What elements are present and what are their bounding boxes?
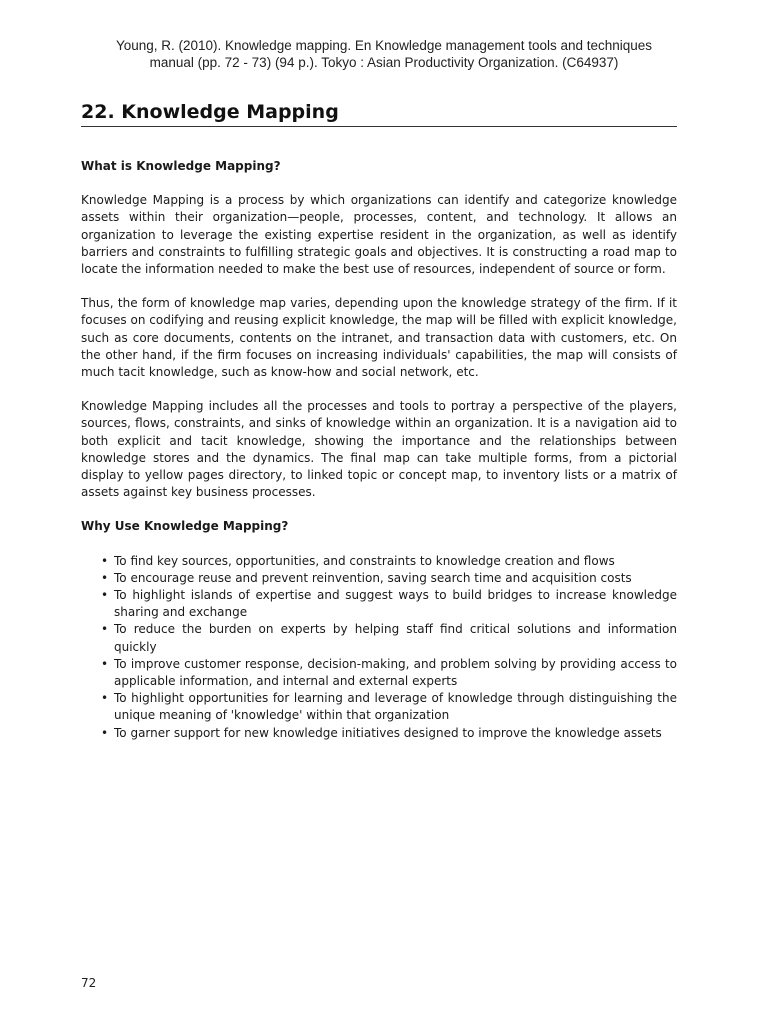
list-item: • To highlight opportunities for learning and leverage of knowledge through distinguishing the unique meaning of 'knowledge' within that organization <box>101 690 677 724</box>
citation-header: Young, R. (2010). Knowledge mapping. En Knowledge management tools and techniques manual (pp. 72 - 73) (94 p.). Tokyo : Asian Productivity Organization. (C64937) <box>115 38 653 70</box>
section-heading: Why Use Knowledge Mapping? <box>81 519 289 534</box>
paragraph: Thus, the form of knowledge map varies, depending upon the knowledge strategy of the firm. If it focuses on codifying and reusing explicit knowledge, the map will be filled with explicit knowledge, such as core documents, contents on the intranet, and transaction data with customers, etc. On the other hand, if the firm focuses on increasing individuals' capabilities, the map will consists of much tacit knowledge, such as know-how and social network, etc. <box>81 296 677 380</box>
title-rule <box>81 126 677 127</box>
chapter-title: 22. Knowledge Mapping <box>81 101 339 123</box>
list-item: • To highlight islands of expertise and suggest ways to build bridges to increase knowledge sharing and exchange <box>101 587 677 621</box>
paragraph: Knowledge Mapping is a process by which organizations can identify and categorize knowledge assets within their organization—people, processes, content, and technology. It allows an organization to leverage the existing expertise resident in the organization, as well as identify barriers and constraints to fulfilling strategic goals and objectives. It is constructing a road map to locate the information needed to make the best use of resources, independent of source or form. <box>81 193 677 277</box>
list-item: • To encourage reuse and prevent reinvention, saving search time and acquisition costs <box>101 570 677 587</box>
list-item: • To reduce the burden on experts by helping staff find critical solutions and information quickly <box>101 621 677 655</box>
list-item: • To find key sources, opportunities, and constraints to knowledge creation and flows <box>101 553 677 570</box>
page-body <box>81 158 677 742</box>
list-item: • To improve customer response, decision-making, and problem solving by providing access to applicable information, and internal and external experts <box>101 656 677 690</box>
bullet-list <box>81 553 677 742</box>
page-number: 72 <box>81 976 97 990</box>
list-item: • To garner support for new knowledge initiatives designed to improve the knowledge assets <box>101 725 677 742</box>
section-why-use <box>81 518 677 741</box>
section-heading: What is Knowledge Mapping? <box>81 159 281 173</box>
section-what-is <box>81 158 677 501</box>
paragraph: Knowledge Mapping includes all the processes and tools to portray a perspective of the players, sources, flows, constraints, and sinks of knowledge within an organization. It is a navigation aid to both explicit and tacit knowledge, showing the importance and the relationships between knowledge stores and the dynamics. The final map can take multiple forms, from a pictorial display to yellow pages directory, to linked topic or concept map, to inventory lists or a matrix of assets against key business processes. <box>81 399 677 500</box>
